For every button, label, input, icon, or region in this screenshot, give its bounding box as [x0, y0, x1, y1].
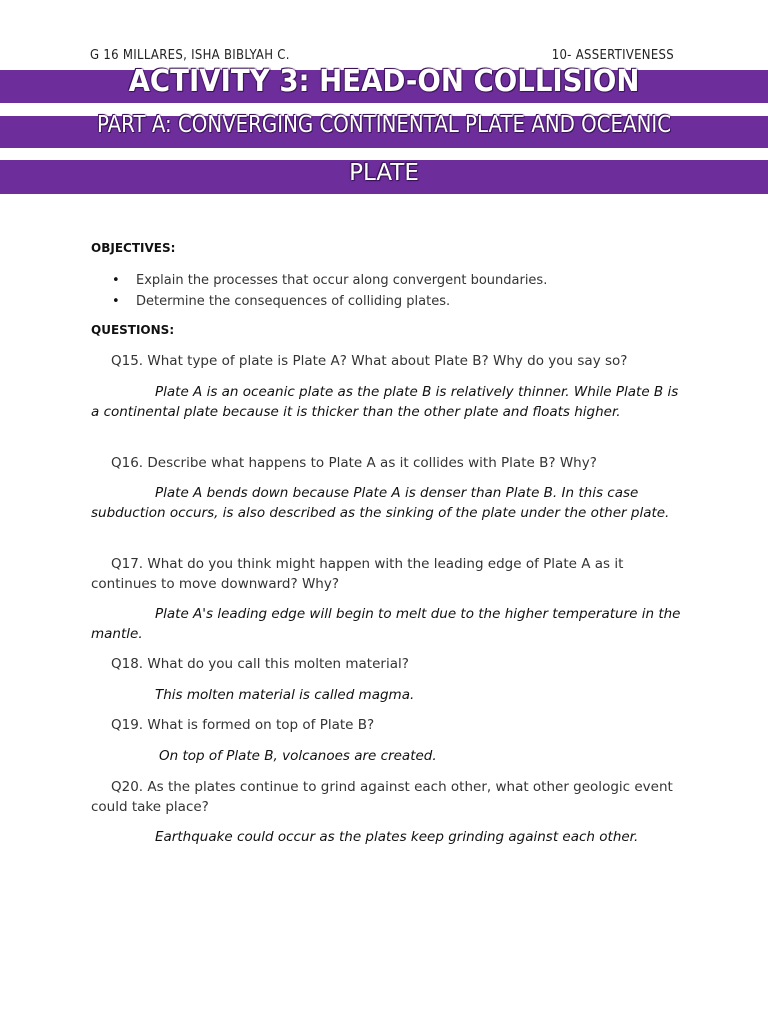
- question-text: Q19. What is formed on top of Plate B?: [111, 717, 375, 733]
- objectives-heading: OBJECTIVES:: [91, 241, 176, 255]
- answer-16: [91, 483, 681, 523]
- activity-title: ACTIVITY 3: HEAD-ON COLLISION: [128, 64, 640, 99]
- objective-item: • Determine the consequences of colliding plates.: [112, 291, 547, 312]
- answer-text: Plate A is an oceanic plate as the plate B is relatively thinner. While Plate B is a continental plate because it is thicker than the other plate and floats higher.: [91, 384, 679, 420]
- answer-text: Plate A bends down because Plate A is denser than Plate B. In this case subduction occurs, is also described as the sinking of the plate under the other plate.: [91, 485, 670, 521]
- question-text: Q17. What do you think might happen with the leading edge of Plate A as it continues to move downward? Why?: [91, 556, 624, 592]
- question-15: [91, 351, 681, 371]
- question-16: [91, 453, 681, 473]
- answer-15: [91, 382, 681, 422]
- question-text: Q15. What type of plate is Plate A? What about Plate B? Why do you say so?: [111, 353, 628, 369]
- answer-17: [91, 604, 681, 644]
- answer-20: [91, 827, 681, 847]
- question-text: Q20. As the plates continue to grind against each other, what other geologic event could take place?: [91, 779, 673, 815]
- questions-heading: QUESTIONS:: [91, 323, 175, 337]
- objective-item: • Explain the processes that occur along convergent boundaries.: [112, 270, 547, 291]
- answer-19: [91, 746, 681, 766]
- answer-text: Plate A's leading edge will begin to melt due to the higher temperature in the mantle.: [91, 606, 681, 642]
- answer-text: Earthquake could occur as the plates keep grinding against each other.: [155, 829, 639, 845]
- question-19: [91, 715, 681, 735]
- student-name-header: G 16 MILLARES, ISHA BIBLYAH C.: [90, 48, 290, 63]
- question-17: [91, 554, 681, 594]
- question-20: [91, 777, 681, 817]
- answer-text: On top of Plate B, volcanoes are created.: [159, 748, 437, 764]
- part-title-line-2: PLATE: [349, 160, 419, 186]
- objectives-list: [112, 270, 547, 312]
- question-text: Q16. Describe what happens to Plate A as it collides with Plate B? Why?: [111, 455, 597, 471]
- question-text: Q18. What do you call this molten material?: [111, 656, 409, 672]
- question-18: [91, 654, 681, 674]
- answer-text: This molten material is called magma.: [155, 687, 415, 703]
- section-header: 10- ASSERTIVENESS: [551, 48, 674, 63]
- answer-18: [91, 685, 681, 705]
- part-title-line-1: PART A: CONVERGING CONTINENTAL PLATE AND OCEANIC: [96, 112, 672, 138]
